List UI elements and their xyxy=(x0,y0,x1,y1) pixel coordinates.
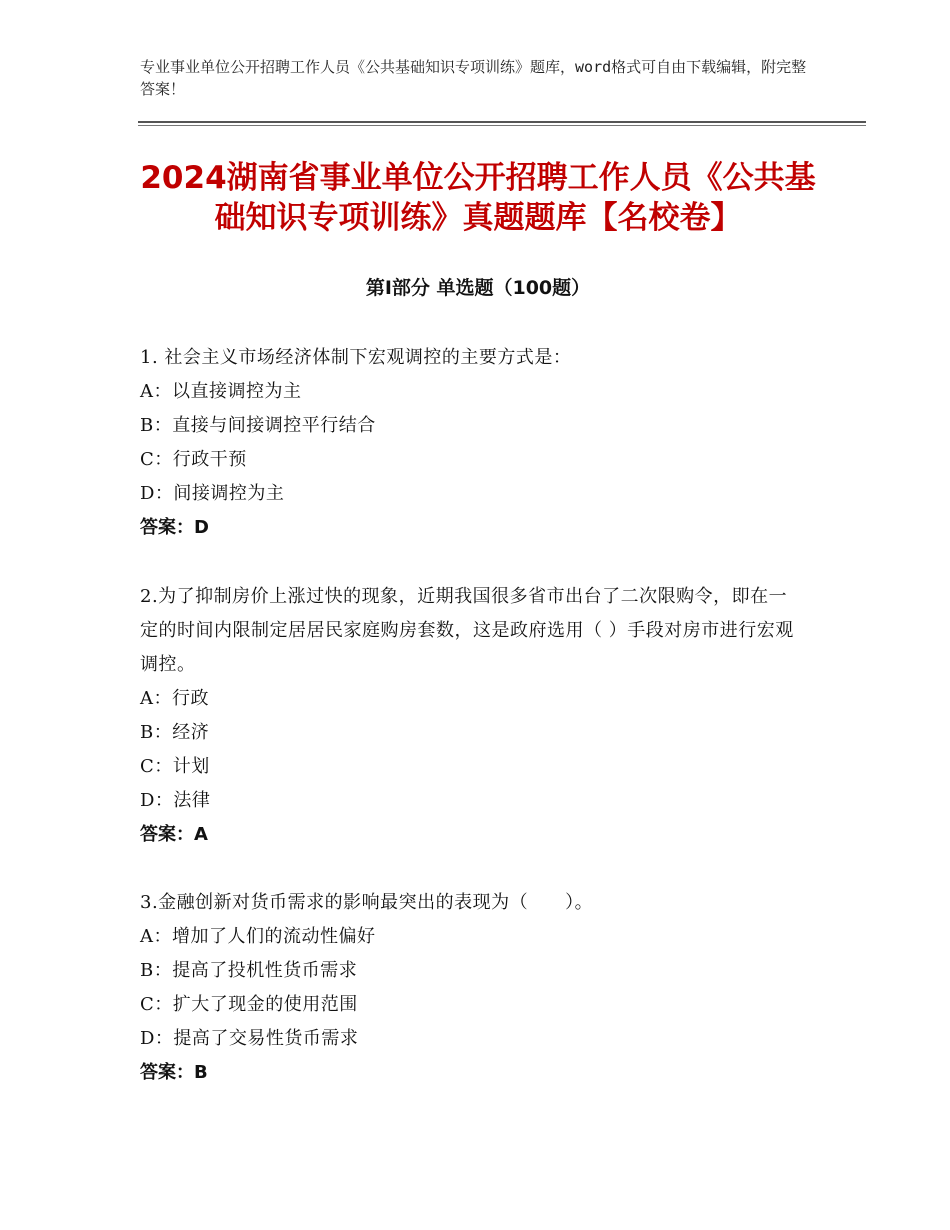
option-b: B：直接与间接调控平行结合 xyxy=(140,415,376,436)
question-1 xyxy=(140,341,800,545)
option-d: D：提高了交易性货币需求 xyxy=(140,1028,359,1049)
option-d: D：间接调控为主 xyxy=(140,483,285,504)
option-b: B：经济 xyxy=(140,722,210,743)
option-b: B：提高了投机性货币需求 xyxy=(140,960,358,981)
document-title: 2024湖南省事业单位公开招聘工作人员《公共基础知识专项训练》真题题库【名校卷】 xyxy=(140,160,816,236)
question-stem: 3.金融创新对货币需求的影响最突出的表现为（ ）。 xyxy=(140,892,594,913)
header-rule-thin xyxy=(138,125,866,126)
question-stem: 1. 社会主义市场经济体制下宏观调控的主要方式是： xyxy=(140,347,572,368)
header-rule-thick xyxy=(138,121,866,123)
answer: 答案：D xyxy=(140,517,209,538)
question-stem: 2.为了抑制房价上涨过快的现象，近期我国很多省市出台了二次限购令，即在一定的时间内限制定居居民家庭购房套数，这是政府选用（ ）手段对房市进行宏观调控。 xyxy=(140,586,794,675)
option-a: A：增加了人们的流动性偏好 xyxy=(140,926,376,947)
option-a: A：以直接调控为主 xyxy=(140,381,302,402)
header-note: 专业事业单位公开招聘工作人员《公共基础知识专项训练》题库，word格式可自由下载编辑，附完整答案！ xyxy=(140,58,807,98)
option-c: C：扩大了现金的使用范围 xyxy=(140,994,358,1015)
option-d: D：法律 xyxy=(140,790,211,811)
option-c: C：行政干预 xyxy=(140,449,247,470)
answer: 答案：B xyxy=(140,1062,208,1083)
answer: 答案：A xyxy=(140,824,208,845)
option-a: A：行政 xyxy=(140,688,209,709)
question-2 xyxy=(140,580,800,852)
option-c: C：计划 xyxy=(140,756,210,777)
section-title: 第Ⅰ部分 单选题（100题） xyxy=(365,277,591,299)
question-3 xyxy=(140,886,800,1090)
